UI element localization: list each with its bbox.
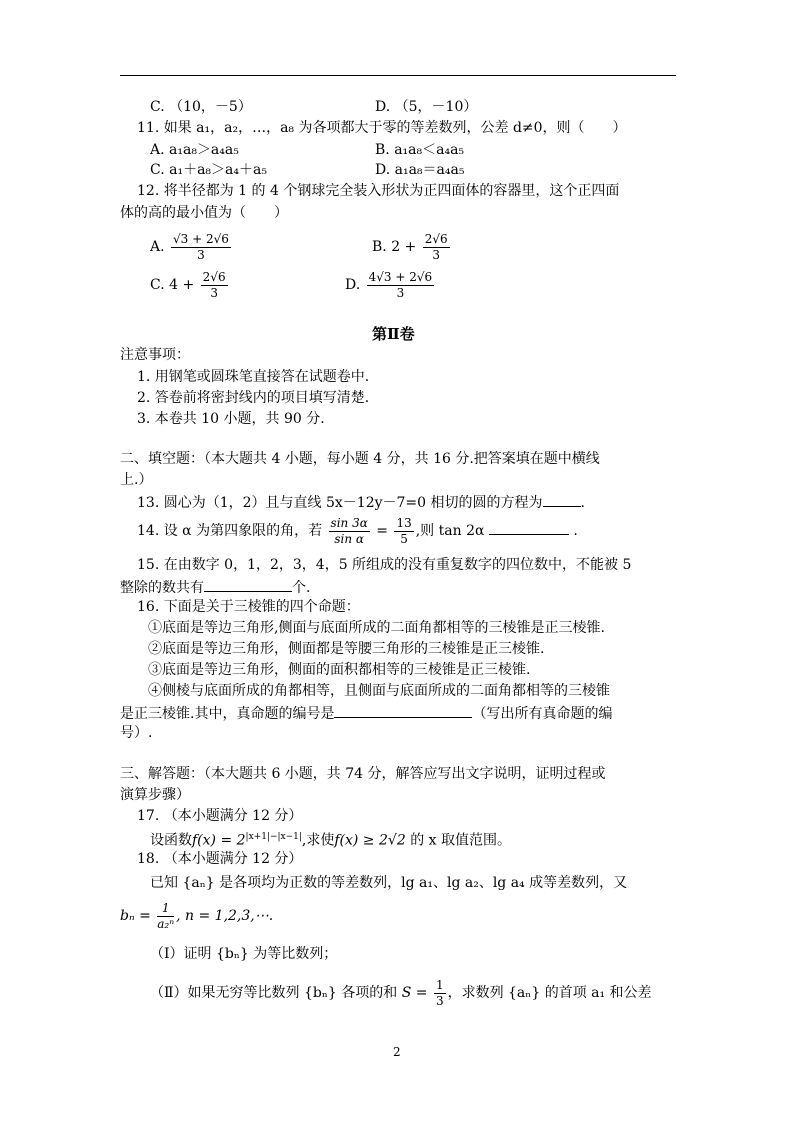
q18-part1: （Ⅰ）证明 {bₙ} 为等比数列； [150,946,338,962]
q16-line5: 是正三棱锥.其中，真命题的编号是 （写出所有真命题的编 [120,703,612,723]
q18-part2: （Ⅱ）如果无穷等比数列 {bₙ} 各项的和 S = $\frac{1}{3}$ ，求数列 {aₙ} 的首项 a₁ 和公差 [150,977,652,1008]
q18-bn-definition: bₙ = $\frac{1}{\text{a₂ⁿ}}$ , n = 1,2,3,⋯. [120,900,274,931]
q12-option-d [345,268,436,302]
q12-option-c-fraction: $\frac{2√6}{3}$ [202,269,226,300]
q16-answer-blank[interactable] [334,703,472,718]
q10-option-d: D. （5，－10） [375,99,478,115]
q16-proposition-2: ②底面是等边三角形，侧面都是等腰三角形的三棱锥是正三棱锥. [148,641,545,657]
q17-body: 设函数$f(x) = 2^{|x+1|-|x-1|}$,求使f(x) ≥ 2√2 的 x 取值范围。 [150,832,511,849]
q14-fraction-left: $\frac{\sin 3\alpha}{\text{sin α}}$ [330,515,368,546]
q15-line2: 整除的数共有 个. [120,577,310,597]
q11-option-c: C. a₁＋a₈＞a₄＋a₅ [150,162,267,178]
q14: 14. 设 α 为第四象限的角，若 $\frac{\sin 3\alpha}{\text{sin α}}$ = $\frac{13}{5}$ ,则 tan 2α . [137,515,578,546]
section3-heading-line1: 三、解答题：（本大题共 6 小题，共 74 分，解答应写出文字说明，证明过程或 [120,766,606,782]
q12-option-b: B. 2 + $\frac{2√6}{3}$ [372,231,448,262]
notice-item-1: 1. 用钢笔或圆珠笔直接答在试题卷中. [137,369,370,385]
q12-option-d-fraction: $\frac{4√3 + 2√6}{3}$ [368,269,433,300]
q12-option-a [150,230,233,264]
page-number: 2 [393,1045,401,1059]
q16-proposition-3: ③底面是等边三角形，侧面的面积都相等的三棱锥是正三棱锥. [148,662,531,678]
q12-option-b-label: B. [372,239,387,255]
q18-bn-fraction: $\frac{1}{\text{a₂ⁿ}}$ [157,900,175,931]
q16-proposition-4: ④侧棱与底面所成的角都相等，且侧面与底面所成的二面角都相等的三棱锥 [148,683,610,699]
q16-proposition-1: ①底面是等边三角形,侧面与底面所成的二面角都相等的三棱锥是正三棱锥. [148,620,605,636]
q12-option-c-label: C. [150,277,165,293]
q17-head: 17. （本小题满分 12 分） [137,808,303,824]
q14-fraction-right: $\frac{13}{5}$ [396,515,412,546]
q11-option-a: A. a₁a₈＞a₄a₅ [150,142,239,158]
q18-line1: 已知 {aₙ} 是各项均为正数的等差数列，lg a₁、lg a₂、lg a₄ 成等差数列，又 [150,875,628,891]
section2-heading-line2: 上.） [120,472,153,488]
section3-heading-line2: 演算步骤） [120,787,190,803]
q13: 13. 圆心为（1，2）且与直线 5x－12y－7=0 相切的圆的方程为 . [137,492,585,512]
q12-option-d-label: D. [345,277,361,293]
q11-option-d: D. a₁a₈＝a₄a₅ [375,162,465,178]
section2-heading-line1: 二、填空题：（本大题共 4 小题，每小题 4 分，共 16 分.把答案填在题中横线 [120,451,600,467]
header-rule [120,75,676,76]
q10-option-c: C. （10，－5） [150,99,252,115]
notice-item-2: 2. 答卷前将密封线内的项目填写清楚. [137,390,370,406]
q12-option-a-fraction: $\frac{√3 + 2√6}{3}$ [173,231,229,262]
q14-answer-blank[interactable] [489,520,569,535]
q12-option-b-fraction: $\frac{2√6}{3}$ [424,231,448,262]
q12-stem-line2: 体的高的最小值为（ ） [120,205,288,221]
q11-option-b: B. a₁a₈＜a₄a₅ [375,142,465,158]
q15-line1: 15. 在由数字 0，1，2，3，4，5 所组成的没有重复数字的四位数中，不能被 5 [137,557,632,573]
q11-stem: 11. 如果 a₁，a₂，…，a₈ 为各项都大于零的等差数列，公差 d≠0，则（ ） [137,120,627,136]
q18-sum-fraction: $\frac{1}{3}$ [435,977,444,1008]
q15-answer-blank[interactable] [204,577,292,592]
q13-answer-blank[interactable] [543,492,581,507]
q18-head: 18. （本小题满分 12 分） [137,851,303,867]
q12-stem-line1: 12. 将半径都为 1 的 4 个钢球完全装入形状为正四面体的容器里，这个正四面 [137,183,620,199]
q16-line6: 号）. [120,725,153,741]
q12-option-a-label: A. [150,239,165,255]
part2-title: 第Ⅱ卷 [372,325,415,343]
notice-item-3: 3. 本卷共 10 小题，共 90 分. [137,411,325,427]
q12-option-c: C. 4 + $\frac{2√6}{3}$ [150,269,226,300]
notice-title: 注意事项： [120,347,190,363]
q16-head: 16. 下面是关于三棱锥的四个命题： [137,599,360,615]
